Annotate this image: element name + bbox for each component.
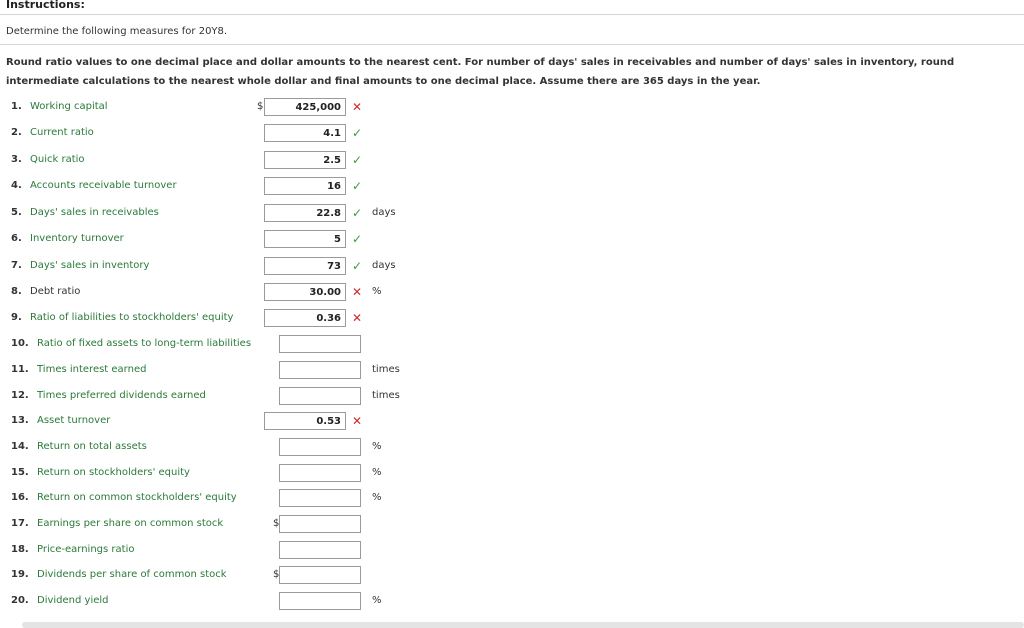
measure-number: 10. — [11, 338, 29, 349]
measure-label: Dividend yield — [37, 595, 109, 606]
measure-row — [0, 515, 1024, 535]
x-icon: ✕ — [352, 311, 363, 325]
measure-number: 13. — [11, 415, 29, 426]
answer-input[interactable] — [279, 361, 361, 379]
measure-label: Ratio of liabilities to stockholders' equity — [30, 312, 234, 323]
measure-number: 11. — [11, 364, 29, 375]
measure-number: 16. — [11, 492, 29, 503]
horizontal-scrollbar[interactable] — [22, 622, 1024, 628]
check-icon: ✓ — [352, 259, 363, 273]
measure-number: 6. — [11, 233, 22, 244]
dollar-sign: $ — [257, 101, 264, 112]
measure-label: Times preferred dividends earned — [37, 390, 206, 401]
measure-row — [0, 98, 1024, 118]
measure-row — [0, 151, 1024, 171]
measure-row — [0, 124, 1024, 144]
measure-row — [0, 283, 1024, 303]
measure-label: Days' sales in inventory — [30, 260, 150, 271]
measure-label: Ratio of fixed assets to long-term liabilities — [37, 338, 252, 349]
measure-label: Return on common stockholders' equity — [37, 492, 237, 503]
answer-input[interactable]: 4.1 — [264, 124, 346, 142]
unit-label: days — [372, 260, 396, 271]
measure-label: Return on stockholders' equity — [37, 467, 190, 478]
subtitle: Determine the following measures for 20Y8. — [6, 26, 228, 37]
measure-label: Asset turnover — [37, 415, 111, 426]
answer-input[interactable] — [279, 335, 361, 353]
measure-row — [0, 541, 1024, 561]
unit-label: % — [372, 286, 382, 297]
measure-label: Working capital — [30, 101, 108, 112]
measure-row — [0, 412, 1024, 432]
unit-label: % — [372, 595, 382, 606]
answer-input[interactable] — [279, 515, 361, 533]
measure-number: 4. — [11, 180, 22, 191]
measure-number: 8. — [11, 286, 22, 297]
measure-label: Days' sales in receivables — [30, 207, 159, 218]
answer-input[interactable] — [279, 592, 361, 610]
measure-row — [0, 177, 1024, 197]
check-icon: ✓ — [352, 153, 363, 167]
measure-row — [0, 230, 1024, 250]
x-icon: ✕ — [352, 100, 363, 114]
answer-input[interactable] — [279, 387, 361, 405]
measure-number: 17. — [11, 518, 29, 529]
measure-row — [0, 438, 1024, 458]
measure-row — [0, 464, 1024, 484]
measure-number: 14. — [11, 441, 29, 452]
measure-row — [0, 387, 1024, 407]
measure-label: Quick ratio — [30, 154, 85, 165]
answer-input[interactable]: 30.00 — [264, 283, 346, 301]
measure-label: Inventory turnover — [30, 233, 124, 244]
answer-input[interactable] — [279, 489, 361, 507]
measure-number: 3. — [11, 154, 22, 165]
answer-input[interactable]: 2.5 — [264, 151, 346, 169]
measure-row — [0, 309, 1024, 329]
measure-number: 18. — [11, 544, 29, 555]
check-icon: ✓ — [352, 206, 363, 220]
measure-row — [0, 361, 1024, 381]
measure-number: 20. — [11, 595, 29, 606]
measure-label: Dividends per share of common stock — [37, 569, 227, 580]
unit-label: times — [372, 364, 400, 375]
measure-label: Return on total assets — [37, 441, 147, 452]
measure-label: Debt ratio — [30, 286, 81, 297]
unit-label: times — [372, 390, 400, 401]
answer-input[interactable]: 22.8 — [264, 204, 346, 222]
answer-input[interactable]: 0.36 — [264, 309, 346, 327]
check-icon: ✓ — [352, 179, 363, 193]
measure-label: Times interest earned — [37, 364, 147, 375]
check-icon: ✓ — [352, 126, 363, 140]
answer-input[interactable] — [279, 566, 361, 584]
measure-number: 7. — [11, 260, 22, 271]
x-icon: ✕ — [352, 414, 363, 428]
unit-label: % — [372, 441, 382, 452]
measure-number: 1. — [11, 101, 22, 112]
dollar-sign: $ — [273, 518, 280, 529]
x-icon: ✕ — [352, 285, 363, 299]
subtitle-divider — [0, 44, 1024, 45]
instructions-heading: Instructions: — [6, 0, 85, 11]
answer-input[interactable]: 16 — [264, 177, 346, 195]
measure-row — [0, 566, 1024, 586]
measure-number: 9. — [11, 312, 22, 323]
unit-label: % — [372, 492, 382, 503]
measure-label: Earnings per share on common stock — [37, 518, 224, 529]
measure-row — [0, 204, 1024, 224]
measure-row — [0, 592, 1024, 612]
measure-label: Price-earnings ratio — [37, 544, 135, 555]
measure-row — [0, 335, 1024, 355]
answer-input[interactable]: 425,000 — [264, 98, 346, 116]
answer-input[interactable]: 0.53 — [264, 412, 346, 430]
answer-input[interactable]: 5 — [264, 230, 346, 248]
check-icon: ✓ — [352, 232, 363, 246]
heading-divider — [0, 14, 1024, 15]
unit-label: days — [372, 207, 396, 218]
measure-row — [0, 489, 1024, 509]
unit-label: % — [372, 467, 382, 478]
answer-input[interactable] — [279, 464, 361, 482]
dollar-sign: $ — [273, 569, 280, 580]
measure-label: Accounts receivable turnover — [30, 180, 177, 191]
measure-number: 12. — [11, 390, 29, 401]
measure-number: 19. — [11, 569, 29, 580]
measure-number: 15. — [11, 467, 29, 478]
answer-input[interactable] — [279, 438, 361, 456]
measure-row — [0, 257, 1024, 277]
measure-number: 5. — [11, 207, 22, 218]
measure-label: Current ratio — [30, 127, 94, 138]
answer-input[interactable]: 73 — [264, 257, 346, 275]
rounding-note: Round ratio values to one decimal place and dollar amounts to the nearest cent. For number of days' sales in receivables and number of days' sales in inventory, round intermediate calculations to the nearest whole dollar and final amounts to one decimal place. Assume there are 365 days in the year. — [6, 57, 955, 87]
measure-number: 2. — [11, 127, 22, 138]
answer-input[interactable] — [279, 541, 361, 559]
